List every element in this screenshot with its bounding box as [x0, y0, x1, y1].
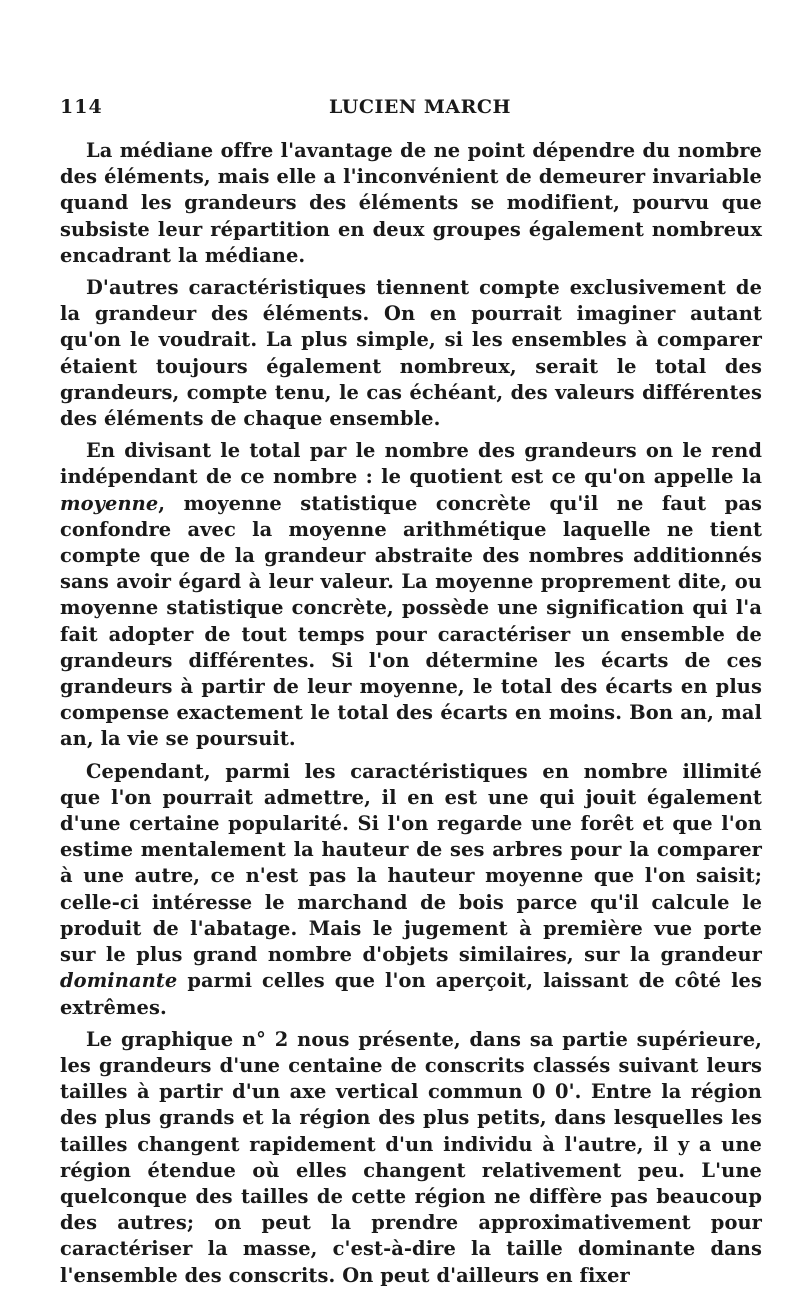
paragraph-other-characteristics: D'autres caractéristiques tiennent compte exclusivement de la grandeur des éléments. On en pourrait imaginer autant qu'on le voudrait. La plus simple, si les ensembles à comparer étaient toujours également nombreux, serait le total des grandeurs, compte tenu, le cas échéant, des valeurs différentes des éléments de chaque ensemble. — [60, 276, 762, 431]
paragraph-graph: Le graphique n° 2 nous présente, dans sa partie supérieure, les grandeurs d'une centaine de conscrits classés suivant leurs tailles à partir d'un axe vertical commun 0 0'. Entre la région des plus grands et la région des plus petits, dans lesquelles les tailles changent rapidement d'un individu à l'autre, il y a une région étendue où elles changent relativement peu. L'une quelconque des tailles de cette région ne diffère pas beaucoup des autres; on peut la prendre approximativement pour caractériser la masse, c'est-à-dire la taille dominante dans l'ensemble des conscrits. On peut d'ailleurs en fixer — [60, 1027, 762, 1287]
term-dominante: dominante — [60, 969, 178, 993]
paragraph-dominant-end: parmi celles que l'on aperçoit, laissant de côté les extrêmes. — [60, 969, 762, 1019]
body-text — [60, 138, 762, 1295]
paragraph-dominant-start: Cependant, parmi les caractéristiques en nombre illimité que l'on pourrait admettre, il en est une qui jouit également d'une certaine popularité. Si l'on regarde une forêt et que l'on estime mentalement la hauteur de ses arbres pour la comparer à une autre, ce n'est pas la hauteur moyenne que l'on saisit; celle-ci intéresse le marchand de bois parce qu'il calcule le produit de l'abatage. Mais le jugement à première vue porte sur le plus grand nombre d'objets similaires, sur la grandeur — [60, 759, 762, 967]
running-head: LUCIEN MARCH — [328, 96, 511, 118]
paragraph-median: La médiane offre l'avantage de ne point dépendre du nombre des éléments, mais elle a l'inconvénient de demeurer invariable quand les grandeurs des éléments se modifient, pourvu que subsiste leur répartition en deux groupes également nombreux encadrant la médiane. — [60, 139, 762, 267]
page-header — [60, 96, 780, 124]
paragraph-mean-end: , moyenne statistique concrète qu'il ne faut pas confondre avec la moyenne arithmétique laquelle ne tient compte que de la grandeur abstraite des nombres additionnés sans avoir égard à leur valeur. La moyenne proprement dite, ou moyenne statistique concrète, possède une signification qui l'a fait adopter de tout temps pour caractériser un ensemble de grandeurs différentes. Si l'on détermine les écarts de ces grandeurs à partir de leur moyenne, le total des écarts en plus compense exactement le total des écarts en moins. Bon an, mal an, la vie se poursuit. — [60, 491, 762, 751]
paragraph-dominant — [60, 759, 762, 1021]
paragraph-mean-start: En divisant le total par le nombre des grandeurs on le rend indépendant de ce nombre : le quotient est ce qu'on appelle la — [60, 439, 762, 489]
term-moyenne: moyenne — [60, 491, 159, 515]
paragraph-mean — [60, 438, 762, 752]
page-number: 114 — [60, 96, 103, 118]
